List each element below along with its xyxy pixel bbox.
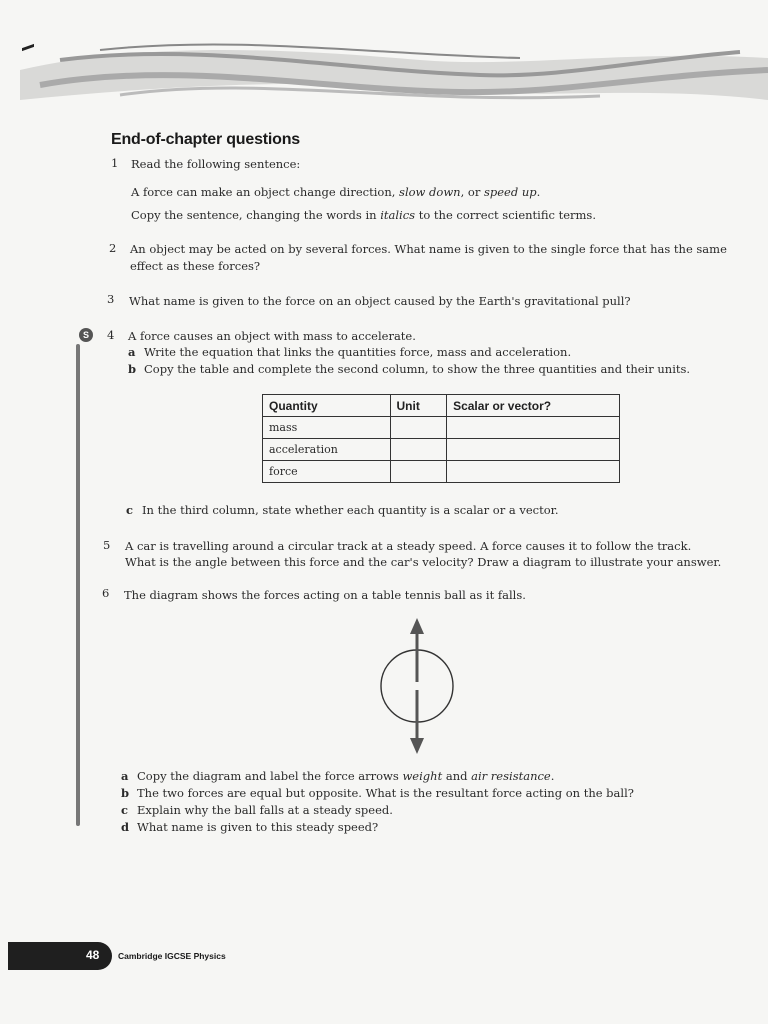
header-swoosh-decoration <box>0 30 768 120</box>
q4-text: A force causes an object with mass to accelerate. <box>128 329 416 343</box>
q3-text: What name is given to the force on an object caused by the Earth's gravitational pull? <box>129 294 631 308</box>
falling-ball-force-arrows-icon <box>370 612 465 762</box>
table-row <box>263 417 620 439</box>
q4-part-c-text: In the third column, state whether each quantity is a scalar or a vector. <box>142 503 559 517</box>
q6-part-c-label: c <box>121 803 129 817</box>
table-cell-scalar-vector <box>447 461 620 483</box>
table-cell-scalar-vector <box>447 439 620 461</box>
q6-text: The diagram shows the forces acting on a table tennis ball as it falls. <box>124 588 526 602</box>
q1-copy-part: Copy the sentence, changing the words in <box>131 208 381 222</box>
q6-part-b-text: The two forces are equal but opposite. What is the resultant force acting on the ball? <box>137 786 634 800</box>
q5-line-1: A car is travelling around a circular track at a steady speed. A force causes it to follow the track. <box>125 539 692 553</box>
s-circle-badge-icon: S <box>79 328 93 342</box>
q4-part-b-label: b <box>128 362 137 376</box>
table-cell-unit <box>390 439 447 461</box>
q3-number: 3 <box>107 292 115 306</box>
q4-part-a-label: a <box>128 345 136 359</box>
q6-part-a <box>121 769 554 783</box>
q4-part-a-text: Write the equation that links the quantities force, mass and acceleration. <box>144 345 572 359</box>
table-cell-unit <box>390 417 447 439</box>
page-title: End-of-chapter questions <box>111 131 300 148</box>
supplement-sidebar-bar <box>76 344 80 826</box>
page-number: 48 <box>86 948 100 962</box>
q4-part-c <box>126 503 559 517</box>
table-cell-quantity: acceleration <box>263 439 391 461</box>
table-cell-unit <box>390 461 447 483</box>
q4-number: 4 <box>107 328 115 342</box>
q6-part-a-italic-weight: weight <box>402 769 443 783</box>
q1-sentence-part: , or <box>460 185 484 199</box>
table-row <box>263 439 620 461</box>
quantity-table <box>262 394 620 483</box>
q1-sentence <box>131 185 540 199</box>
table-header-unit: Unit <box>390 395 447 417</box>
q6-part-d-label: d <box>121 820 130 834</box>
q1-copy-part: to the correct scientific terms. <box>415 208 596 222</box>
q5-number: 5 <box>103 538 111 552</box>
q1-copy-italic: italics <box>380 208 416 222</box>
q1-number: 1 <box>111 156 119 170</box>
q1-sentence-italic-1: slow down <box>399 185 461 199</box>
q4-part-b-text: Copy the table and complete the second column, to show the three quantities and their units. <box>144 362 691 376</box>
book-title: Cambridge IGCSE Physics <box>118 951 226 961</box>
q6-part-a-text: . <box>550 769 555 783</box>
table-header-row <box>263 395 620 417</box>
table-cell-quantity: force <box>263 461 391 483</box>
q1-sentence-part: . <box>536 185 541 199</box>
weight-arrowhead <box>410 738 424 754</box>
table-cell-quantity: mass <box>263 417 391 439</box>
q1-sentence-part: A force can make an object change direction, <box>131 185 400 199</box>
table-header-scalar-vector: Scalar or vector? <box>447 395 620 417</box>
q2-line-2: effect as these forces? <box>130 259 261 273</box>
q6-part-c-text: Explain why the ball falls at a steady speed. <box>137 803 393 817</box>
q6-part-b <box>121 786 634 800</box>
air-resistance-arrowhead <box>410 618 424 634</box>
q6-part-a-text: Copy the diagram and label the force arrows <box>137 769 403 783</box>
q6-part-c <box>121 803 393 817</box>
q5-line-2: What is the angle between this force and the car's velocity? Draw a diagram to illustrate your answer. <box>125 555 722 569</box>
q2-number: 2 <box>109 241 117 255</box>
q4-part-a <box>128 345 571 359</box>
q1-text: Read the following sentence: <box>131 157 301 171</box>
q6-part-a-text: and <box>442 769 472 783</box>
table-cell-scalar-vector <box>447 417 620 439</box>
q6-part-a-italic-air-resistance: air resistance <box>471 769 551 783</box>
table-row <box>263 461 620 483</box>
q6-number: 6 <box>102 586 110 600</box>
q4-part-b <box>128 362 690 376</box>
q6-part-d-text: What name is given to this steady speed? <box>137 820 379 834</box>
q6-part-a-label: a <box>121 769 129 783</box>
q1-sentence-italic-2: speed up <box>483 185 537 199</box>
q1-copy-instruction <box>131 208 596 222</box>
q4-part-c-label: c <box>126 503 134 517</box>
q6-part-b-label: b <box>121 786 130 800</box>
q6-part-d <box>121 820 378 834</box>
table-header-quantity: Quantity <box>263 395 391 417</box>
q2-line-1: An object may be acted on by several forces. What name is given to the single force that has the same <box>130 242 727 256</box>
